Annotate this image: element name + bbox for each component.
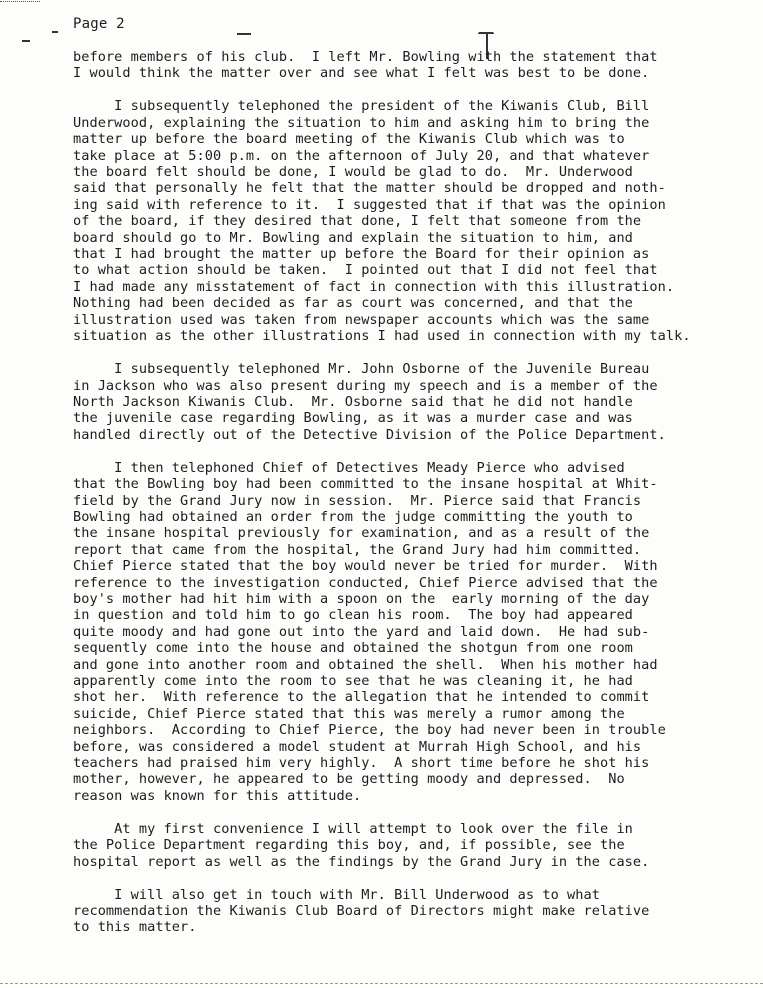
page-number: Page 2 [73, 16, 125, 32]
scan-artifact [22, 40, 30, 42]
paragraph: I subsequently telephoned Mr. John Osborne of the Juvenile Bureau in Jackson who was also present during my speech and is a member of the North Jackson Kiwanis Club. Mr. Osborne said that he did not handle the juvenile case regarding Bowling, as it was a murder case and was handled directly out of the Detective Division of the Police Department. [73, 361, 666, 443]
paragraph: I then telephoned Chief of Detectives Meady Pierce who advised that the Bowling boy had been committed to the insane hospital at Whit- field by the Grand Jury now in session. Mr. Pierce said that Francis Bowling had obtained an order from the judge committing the youth to the insane hospital previously for examination, and as a result of the report that came from the hospital, the Grand Jury had him committed. Chief Pierce stated that the boy would never be tried for murder. With reference to the investigation conducted, Chief Pierce advised that the boy's mother had hit him with a spoon on the early morning of the day in question and told him to go clean his room. The boy had appeared quite moody and had gone out into the yard and laid down. He had sub- sequently come into the house and obtained the shotgun from one room and gone into another room and obtained the shell. When his mother had apparently come into the room to see that he was cleaning it, he had shot her. With reference to the allegation that he intended to commit suicide, Chief Pierce stated that this was merely a rumor among the neighbors. According to Chief Pierce, the boy had never been in trouble before, was considered a model student at Murrah High School, and his teachers had praised him very highly. A short time before he shot his mother, however, he appeared to be getting moody and depressed. No reason was known for this attitude. [73, 459, 666, 804]
handwritten-mark [237, 33, 251, 35]
scan-edge [0, 983, 763, 984]
paragraph: I will also get in touch with Mr. Bill Underwood as to what recommendation the Kiwanis Club Board of Directors might make relative to this matter. [73, 886, 650, 936]
paragraph: At my first convenience I will attempt to look over the file in the Police Department regarding this boy, and, if possible, see the hospital report as well as the findings by the Grand Jury in the case. [73, 820, 650, 870]
paragraph: before members of his club. I left Mr. Bowling with the statement that I would think the matter over and see what I felt was best to be done. [73, 49, 658, 82]
document-body [73, 49, 763, 952]
paragraph: I subsequently telephoned the president of the Kiwanis Club, Bill Underwood, explaining the situation to him and asking him to bring the matter up before the board meeting of the Kiwanis Club which was to take place at 5:00 p.m. on the afternoon of July 20, and that whatever the board felt should be done, I would be glad to do. Mr. Underwood said that personally he felt that the matter should be dropped and noth- ing said with reference to it. I suggested that if that was the opinion of the board, if they desired that done, I felt that someone from the board should go to Mr. Bowling and explain the situation to him, and that I had brought the matter up before the Board for their opinion as to what action should be taken. I pointed out that I did not feel that I had made any misstatement of fact in connection with this illustration. Nothing had been decided as far as court was concerned, and that the illustration used was taken from newspaper accounts which was the same situation as the other illustrations I had used in connection with my talk. [73, 98, 691, 345]
scan-artifact [52, 31, 58, 33]
scan-artifact [0, 1, 40, 2]
